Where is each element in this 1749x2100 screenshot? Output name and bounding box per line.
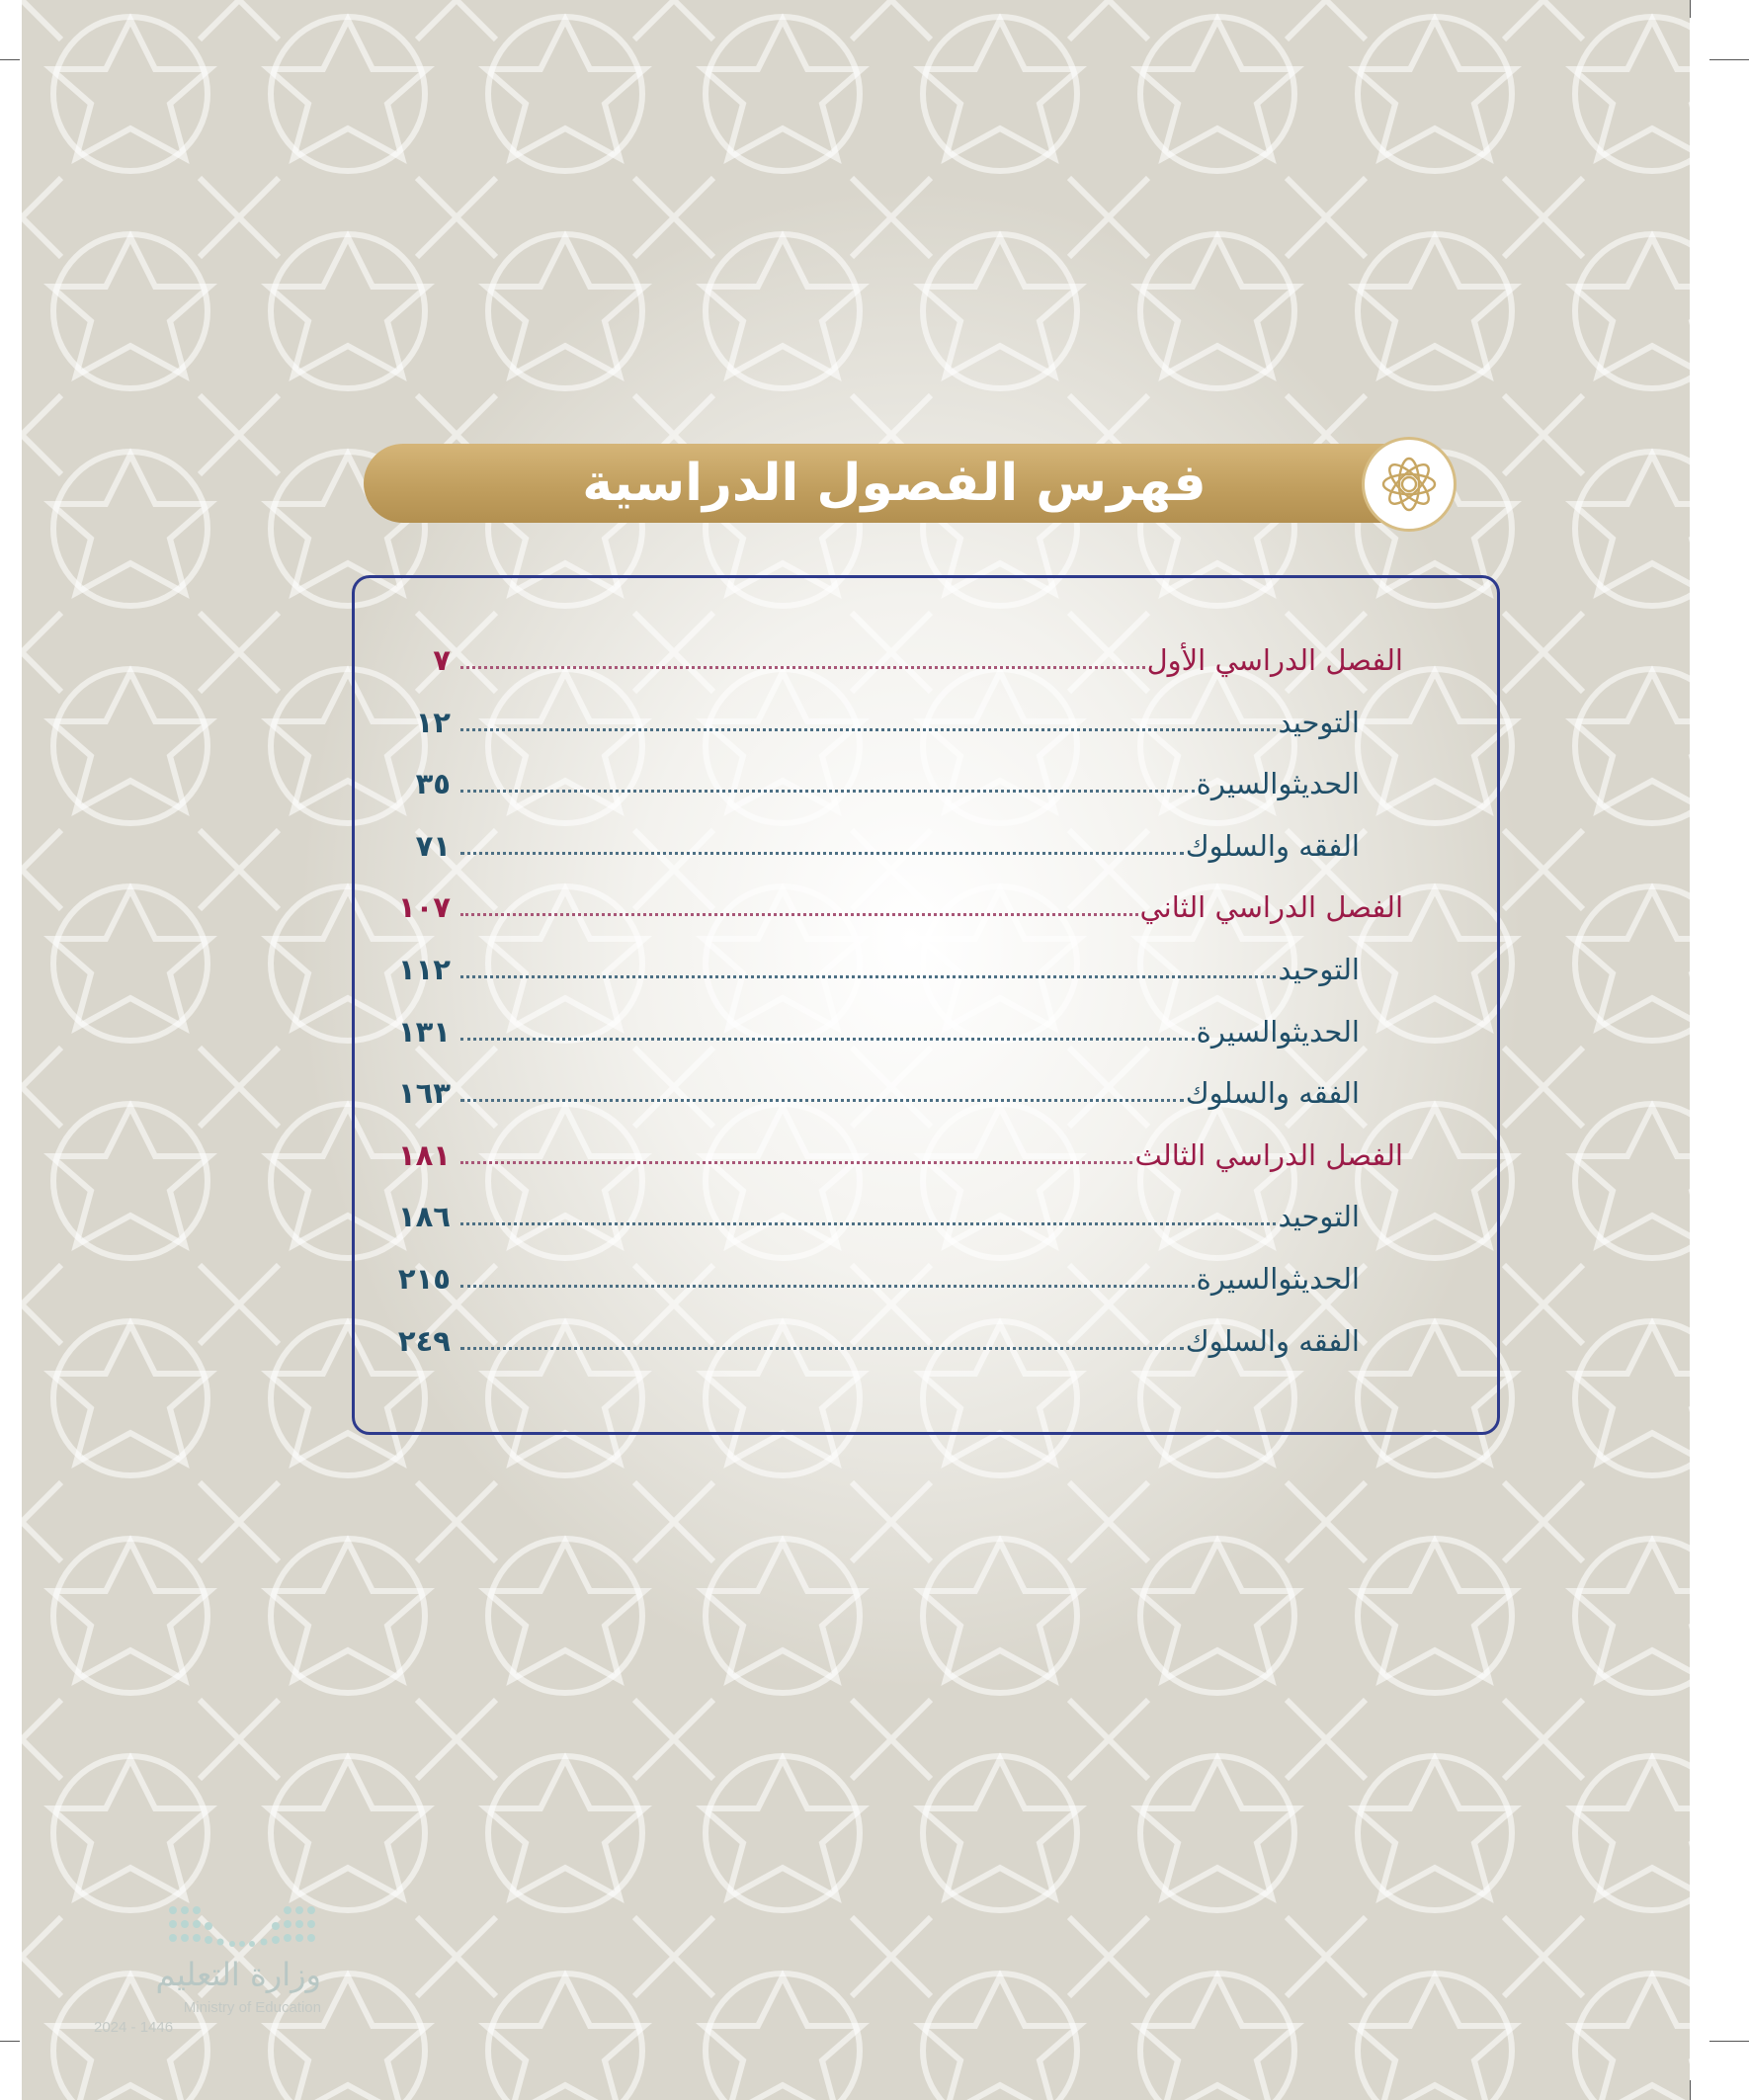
ministry-logo xyxy=(94,1892,331,2051)
toc-page-number: ١٨٦ xyxy=(397,1200,451,1233)
toc-page-number: ٧١ xyxy=(415,829,451,863)
toc-dot-leader xyxy=(460,1285,1195,1288)
toc-page-number: ٢٤٩ xyxy=(397,1324,451,1358)
toc-entry-title: الفصل الدراسي الأول xyxy=(1146,643,1403,677)
toc-entry-title: الحديثوالسيرة xyxy=(1196,767,1360,800)
toc-page-number: ١٦٣ xyxy=(397,1076,451,1110)
floral-emblem-icon xyxy=(1362,437,1457,532)
crop-mark-bottom-right xyxy=(1709,2041,1749,2042)
toc-page-number: ١٨١ xyxy=(397,1138,451,1172)
crop-mark-top-left xyxy=(0,59,20,60)
crop-mark-bottom-left xyxy=(0,2041,20,2042)
toc-page-number: ٧ xyxy=(433,643,451,677)
toc-subject-entry[interactable] xyxy=(375,1192,1403,1241)
toc-page-number: ١١٢ xyxy=(397,953,451,986)
toc-subject-entry[interactable] xyxy=(375,1068,1403,1118)
toc-entry-title: الفقه والسلوك xyxy=(1185,1076,1360,1110)
toc-page-number: ٣٥ xyxy=(415,767,451,800)
toc-entry-title: الفقه والسلوك xyxy=(1185,829,1360,863)
toc-entry-title: التوحيد xyxy=(1278,1200,1360,1233)
page-title: فهرس الفصول الدراسية xyxy=(582,454,1207,513)
toc-dot-leader xyxy=(460,1222,1276,1225)
toc-chapter-entry[interactable] xyxy=(375,1131,1403,1180)
crop-mark-bottom-right-v xyxy=(1690,2080,1691,2100)
toc-subject-entry[interactable] xyxy=(375,821,1403,871)
toc-subject-entry[interactable] xyxy=(375,1254,1403,1303)
toc-entry-title: الفصل الدراسي الثالث xyxy=(1134,1138,1403,1172)
toc-page-number: ١٣١ xyxy=(397,1015,451,1049)
toc-dot-leader xyxy=(460,852,1184,855)
toc-subject-entry[interactable] xyxy=(375,1316,1403,1366)
toc-subject-entry[interactable] xyxy=(375,1007,1403,1056)
toc-chapter-entry[interactable] xyxy=(375,882,1403,932)
toc-entry-title: الفصل الدراسي الثاني xyxy=(1139,890,1403,924)
toc-dot-leader xyxy=(460,1099,1184,1102)
toc-dot-leader xyxy=(460,1347,1184,1350)
ministry-logo-icon xyxy=(163,1900,321,1952)
crop-mark-top-right-v xyxy=(1690,0,1691,18)
toc-page-number: ١٠٧ xyxy=(397,890,451,924)
toc-page-number: ١٢ xyxy=(415,706,451,739)
toc-entry-title: الحديثوالسيرة xyxy=(1196,1262,1360,1296)
toc-subject-entry[interactable] xyxy=(375,945,1403,994)
toc-dot-leader xyxy=(460,975,1276,978)
toc-entry-title: التوحيد xyxy=(1278,706,1360,739)
toc-dot-leader xyxy=(460,913,1138,916)
toc-entry-title: الفقه والسلوك xyxy=(1185,1324,1360,1358)
toc-dot-leader xyxy=(460,1161,1132,1164)
toc-dot-leader xyxy=(460,728,1276,731)
toc-subject-entry[interactable] xyxy=(375,759,1403,808)
toc-entry-title: التوحيد xyxy=(1278,953,1360,986)
toc-chapter-entry[interactable] xyxy=(375,635,1403,685)
ministry-year: 2024 - 1446 xyxy=(94,2019,174,2036)
toc-dot-leader xyxy=(460,1038,1195,1041)
crop-mark-top-right xyxy=(1709,59,1749,60)
toc-subject-entry[interactable] xyxy=(375,698,1403,747)
ministry-name-english: Ministry of Education xyxy=(183,1999,321,2016)
toc-entry-title: الحديثوالسيرة xyxy=(1196,1015,1360,1049)
toc-dot-leader xyxy=(460,790,1195,793)
toc-dot-leader xyxy=(460,666,1145,669)
toc-page-number: ٢١٥ xyxy=(397,1262,451,1296)
ministry-name-arabic: وزارة التعليم xyxy=(155,1956,321,1993)
